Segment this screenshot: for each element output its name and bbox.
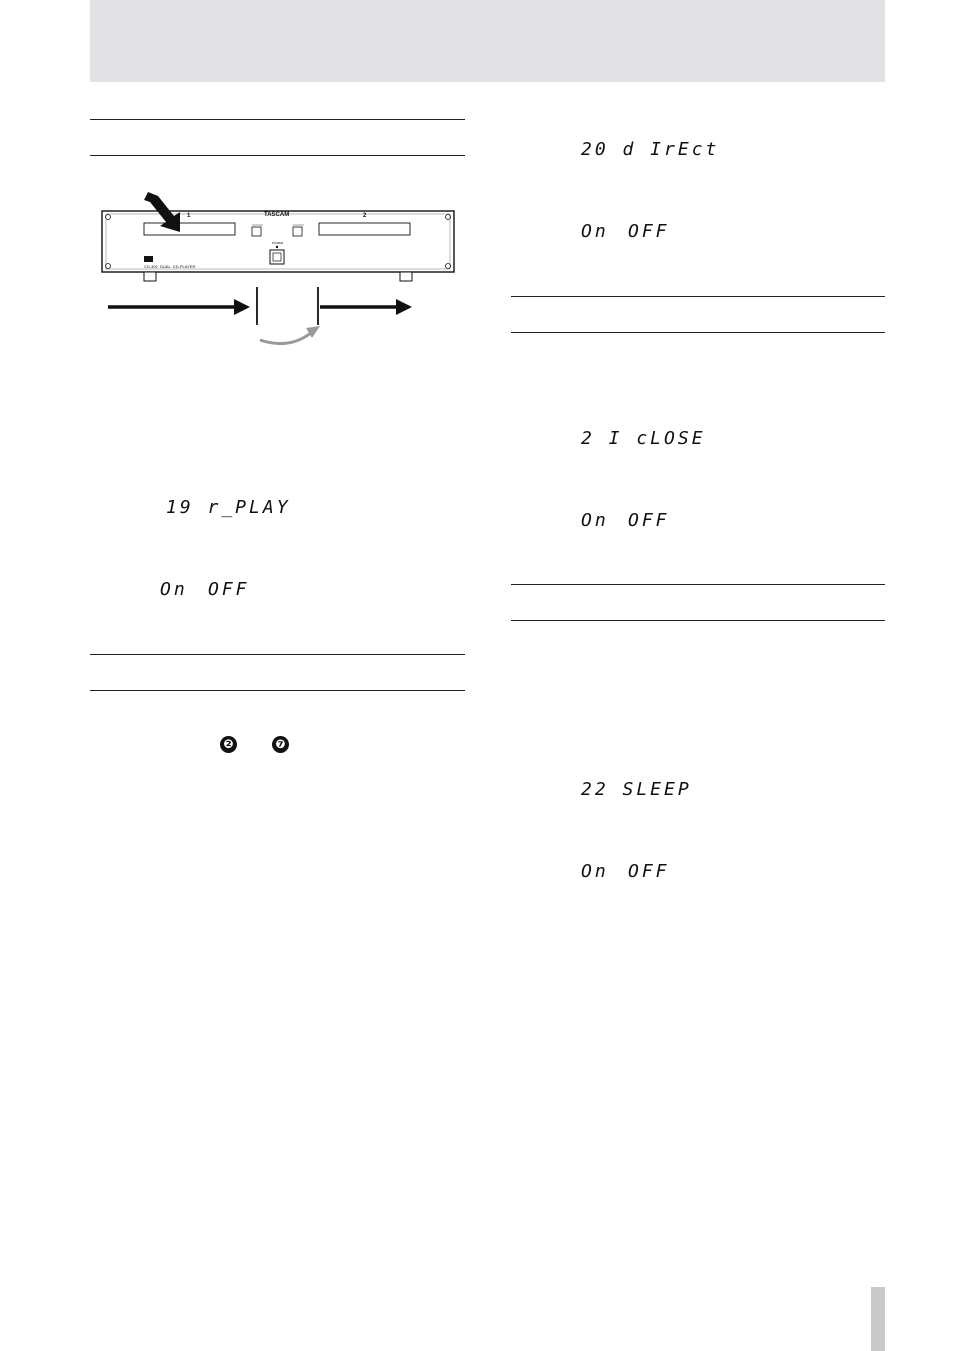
section-rule <box>90 155 465 156</box>
rplay-display: 19 r_PLAY <box>166 497 291 518</box>
header-band <box>90 0 885 82</box>
close-on-option: On <box>581 510 609 531</box>
sleep-on-option: On <box>581 861 609 882</box>
cd-player-figure <box>98 190 460 350</box>
section-rule <box>90 119 465 120</box>
section-rule <box>511 332 885 333</box>
brand-logo: TASCAM <box>264 212 290 218</box>
close-display: 2 I cLOSE <box>581 428 706 449</box>
sleep-display: 22 SLEEP <box>581 779 692 800</box>
sleep-off-option: OFF <box>628 861 670 882</box>
power-label: POWER <box>272 241 284 245</box>
section-rule <box>90 654 465 655</box>
close-off-option: OFF <box>628 510 670 531</box>
direct-on-option: On <box>581 221 609 242</box>
page-tab-marker <box>871 1287 885 1351</box>
deck2-number: 2 <box>363 213 367 219</box>
section-rule <box>511 296 885 297</box>
section-rule <box>511 584 885 585</box>
section-rule <box>90 690 465 691</box>
step-bullet-2: ❷ <box>220 736 237 753</box>
direct-off-option: OFF <box>628 221 670 242</box>
step-bullet-7: ❼ <box>272 736 289 753</box>
model-label: CD-302 DUAL CD-PLAYER <box>144 264 196 269</box>
rplay-off-option: OFF <box>208 579 250 600</box>
direct-display: 20 d IrEct <box>581 139 720 160</box>
rplay-on-option: On <box>160 579 188 600</box>
deck1-number: 1 <box>187 213 191 219</box>
section-rule <box>511 620 885 621</box>
